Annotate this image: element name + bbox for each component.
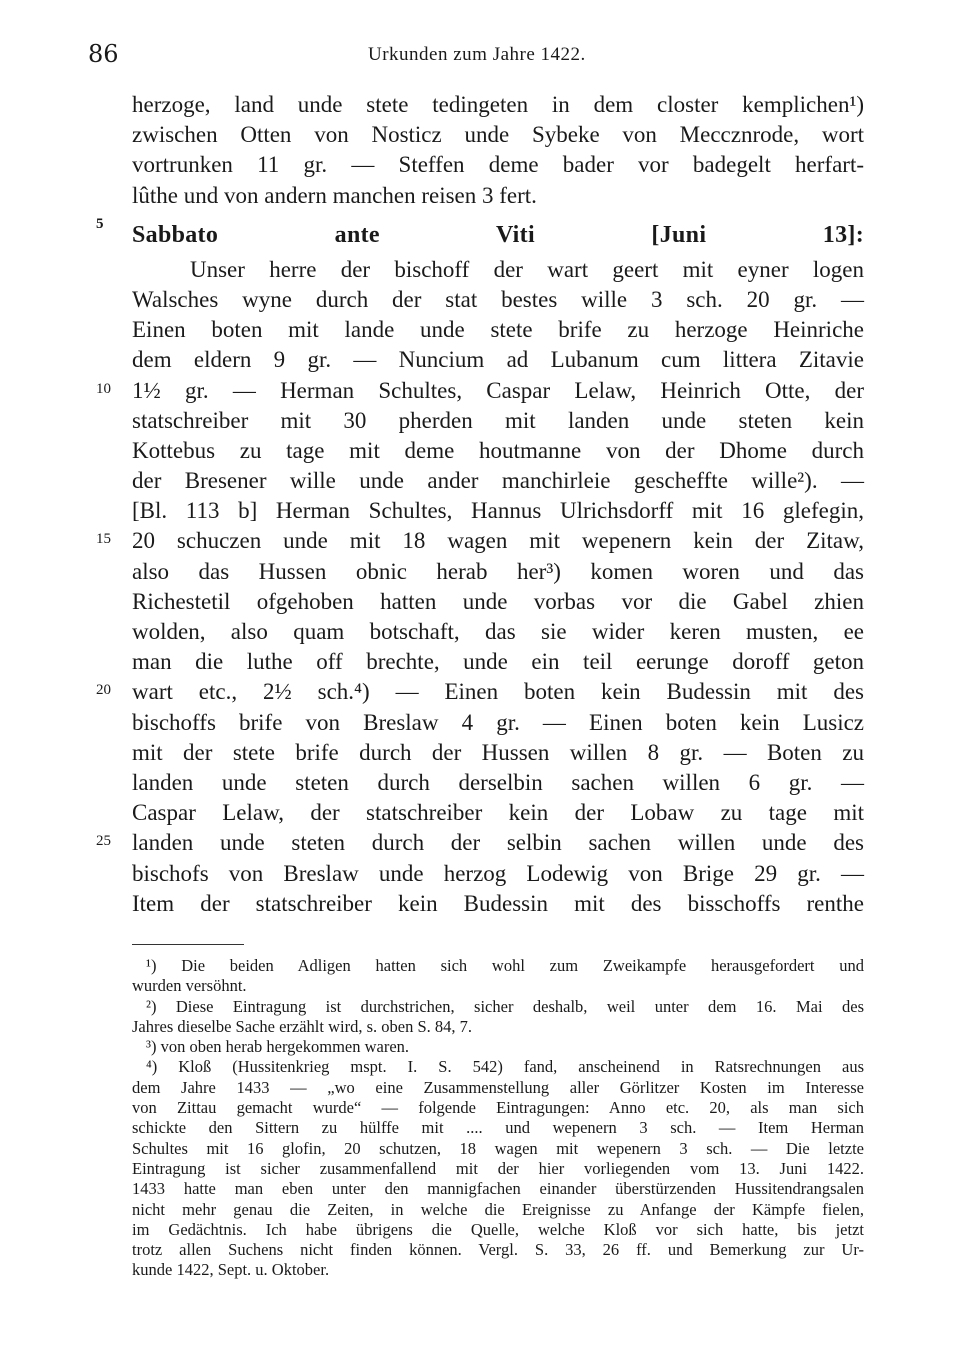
text-line: Caspar Lelaw, der statschreiber kein der Lobaw zu tage mit bbox=[132, 800, 864, 826]
section-heading-text: Sabbato ante Viti [Juni 13]: bbox=[132, 221, 864, 248]
line-number: 20 bbox=[96, 682, 111, 699]
footnote-line: wurden versöhnt. bbox=[132, 976, 247, 996]
text-line: Walsches wyne durch der stat bestes wille 3 sch. 20 gr. — bbox=[132, 286, 864, 312]
text-line-content: 1½ gr. — Herman Schultes, Caspar Lelaw, Heinrich Otte, der bbox=[132, 377, 864, 403]
text-line: also das Hussen obnic herab her³) komen woren und das bbox=[132, 558, 864, 584]
footnote-line: schickte den Sittern zu hülffe mit .... und wepenern 3 sch. — Item Herman bbox=[132, 1118, 864, 1138]
text-line: Unser herre der bischoff der wart geert mit eyner logen bbox=[190, 256, 864, 282]
line-number: 15 bbox=[96, 531, 111, 548]
text-line: bischofs von Breslaw unde herzog Lodewig von Brige 29 gr. — bbox=[132, 860, 864, 886]
text-line: bischoffs brife von Breslaw 4 gr. — Einen boten kein Lusicz bbox=[132, 709, 864, 735]
footnote-line: Eintragung ist sicher zusammenfallend mit der hier vorliegenden vom 13. Juni 1422. bbox=[132, 1158, 864, 1178]
text-line: Einen boten mit lande unde stete brife zu herzoge Heinriche bbox=[132, 317, 864, 343]
line-number: 25 bbox=[96, 833, 111, 850]
text-line: lûthe und von andern manchen reisen 3 fert. bbox=[132, 182, 537, 208]
text-line: vortrunken 11 gr. — Steffen deme bader vor badegelt herfart- bbox=[132, 152, 864, 178]
text-line: Item der statschreiber kein Budessin mit des bisschoffs renthe bbox=[132, 890, 864, 916]
text-line-content: landen unde steten durch der selbin sachen willen unde des bbox=[132, 830, 864, 856]
footnote-line: dem Jahre 1433 — „wo eine Zusammenstellung aller Görlitzer Kosten im Interesse bbox=[132, 1077, 864, 1097]
text-line: herzoge, land unde stete tedingeten in dem closter kemplichen¹) bbox=[132, 92, 864, 117]
text-line: dem eldern 9 gr. — Nuncium ad Lubanum cum littera Zitavie bbox=[132, 347, 864, 373]
page-header bbox=[88, 40, 888, 80]
section-heading bbox=[96, 211, 864, 255]
footnotes bbox=[132, 956, 864, 1281]
text-line: Kottebus zu tage mit deme houtmanne von der Dhome durch bbox=[132, 437, 864, 463]
footnote-line: im Gedächtnis. Ich habe übrigens die Quelle, welche Kloß vor sich hatte, bis jetzt bbox=[132, 1219, 864, 1239]
footnote-divider bbox=[132, 944, 244, 945]
text-line-content: wart etc., 2½ sch.⁴) — Einen boten kein Budessin mit des bbox=[132, 679, 864, 705]
text-line: Richestetil ofgehoben hatten unde vorbas vor die Gabel zhien bbox=[132, 588, 864, 614]
line-number: 5 bbox=[96, 215, 104, 232]
footnote-line: von Zittau gemacht wurde“ — folgende Eintragungen: Anno etc. 20, als man sich bbox=[132, 1098, 864, 1118]
page-number: 86 bbox=[88, 40, 119, 68]
footnote-line: ²) Diese Eintragung ist durchstrichen, sicher deshalb, weil unter dem 16. Mai des bbox=[146, 996, 864, 1016]
text-line-content: 20 schuczen unde mit 18 wagen mit wepenern kein der Zitaw, bbox=[132, 528, 864, 554]
footnote-line: Schultes mit 16 glofin, 20 schutzen, 18 wagen mit wepenern 3 sch. — Die letzte bbox=[132, 1138, 864, 1158]
text-line: der Bresener wille unde ander manchirleie gescheffte wille²). — bbox=[132, 468, 864, 494]
text-line bbox=[96, 677, 864, 707]
text-line: wolden, also quam botschaft, das sie wider keren musten, ee bbox=[132, 619, 864, 644]
footnote-line: nicht mehr genau die Zeiten, in welche die Ereignisse zu Anfange der Kämpfe fielen, bbox=[132, 1199, 864, 1219]
text-line: statschreiber mit 30 pherden mit landen unde steten kein bbox=[132, 407, 864, 433]
footnote-line: 1433 hatte man eben unter den mannigfachen einander überstürzenden Hussitendrangsalen bbox=[132, 1179, 864, 1199]
running-head: Urkunden zum Jahre 1422. bbox=[368, 44, 586, 65]
text-line: man die luthe off brechte, unde ein teil eerunge doroff geton bbox=[132, 649, 864, 675]
footnote-line: trotz allen Suchens nicht finden können. Vergl. S. 33, 26 ff. und Bemerkung zur Ur- bbox=[132, 1240, 864, 1260]
footnote-line: ¹) Die beiden Adligen hatten sich wohl zum Zweikampfe herausgefordert und bbox=[146, 956, 864, 975]
text-line bbox=[96, 376, 864, 406]
footnote-line: Jahres dieselbe Sache erzählt wird, s. oben S. 84, 7. bbox=[132, 1016, 472, 1036]
text-line: zwischen Otten von Nosticz unde Sybeke von Meccznrode, wort bbox=[132, 122, 864, 148]
footnote-line: ³) von oben herab hergekommen waren. bbox=[146, 1037, 410, 1057]
line-number: 10 bbox=[96, 380, 111, 397]
text-line: landen unde steten durch derselbin sachen willen 6 gr. — bbox=[132, 769, 864, 795]
main-text bbox=[96, 90, 864, 919]
text-line bbox=[96, 526, 864, 556]
footnote-line: ⁴) Kloß (Hussitenkrieg mspt. I. S. 542) fand, anscheinend in Ratsrechnungen aus bbox=[146, 1057, 864, 1077]
text-line bbox=[96, 828, 864, 858]
text-line: [Bl. 113 b] Herman Schultes, Hannus Ulrichsdorff mit 16 glefegin, bbox=[132, 498, 864, 524]
text-line: mit der stete brife durch der Hussen willen 8 gr. — Boten zu bbox=[132, 739, 864, 765]
footnote-line: kunde 1422, Sept. u. Oktober. bbox=[132, 1260, 330, 1280]
